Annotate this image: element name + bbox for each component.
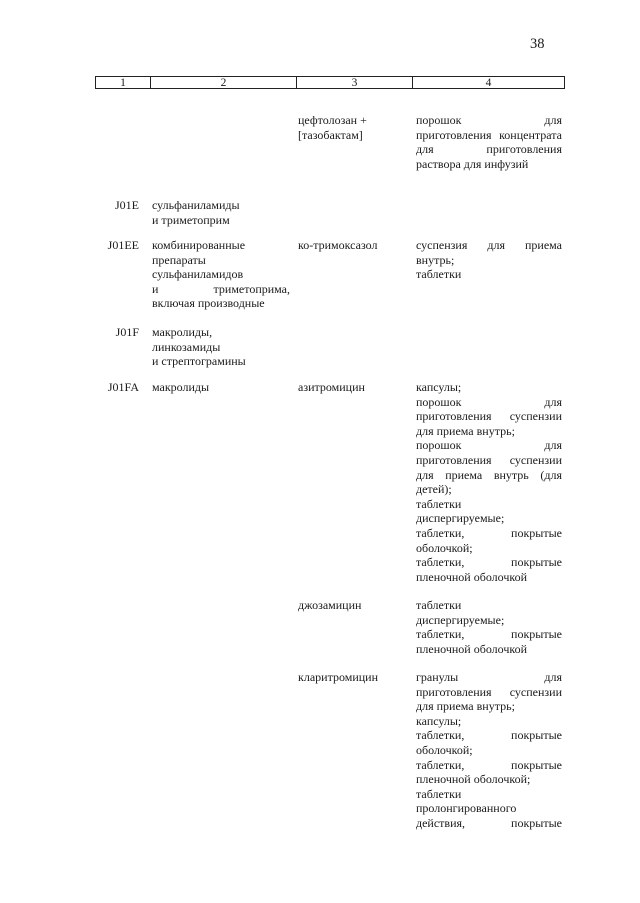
- atc-group-name: [152, 238, 290, 311]
- dosage-form-line: пленочной оболочкой: [416, 569, 528, 584]
- dosage-form-line: таблетки, покрытые: [416, 525, 562, 540]
- atc-code: J01FA: [107, 380, 139, 394]
- dosage-form-line: для приготовления: [416, 142, 562, 157]
- group-line: сульфаниламиды: [152, 198, 240, 212]
- dosage-form-line: суспензия для приема: [416, 238, 562, 252]
- group-line: включая производные: [152, 296, 265, 311]
- dosage-forms: [416, 598, 562, 656]
- dosage-forms: [416, 670, 562, 831]
- atc-group-name: [152, 380, 290, 395]
- dosage-form-line: внутрь;: [416, 252, 455, 267]
- dosage-form-line: для приема внутрь;: [416, 699, 515, 714]
- drug-name: [298, 238, 408, 253]
- dosage-form-line: диспергируемые;: [416, 511, 505, 526]
- group-line: и стрептограмины: [152, 354, 246, 369]
- dosage-form-line: гранулы для: [416, 670, 562, 684]
- atc-group-name: [152, 198, 290, 227]
- drug-name: [298, 598, 408, 613]
- atc-code: J01EE: [107, 238, 139, 252]
- dosage-form-line: таблетки: [416, 267, 462, 282]
- dosage-form-line: пролонгированного: [416, 801, 517, 816]
- drug-line: цефтолозан +: [298, 113, 367, 127]
- dosage-form-line: таблетки: [416, 496, 462, 511]
- header-col-2: 2: [220, 77, 227, 89]
- drug-line: ко-тримоксазол: [298, 238, 378, 252]
- group-line: сульфаниламидов: [152, 267, 244, 282]
- group-line: комбинированные: [152, 238, 246, 252]
- atc-code: J01E: [115, 198, 139, 212]
- atc-code: J01F: [115, 325, 139, 339]
- group-line: препараты: [152, 252, 206, 267]
- dosage-form-line: таблетки, покрытые: [416, 757, 562, 772]
- drug-line: [тазобактам]: [298, 127, 363, 142]
- dosage-form-line: оболочкой;: [416, 540, 473, 555]
- dosage-form-line: для приема внутрь;: [416, 423, 515, 438]
- table-header: [95, 76, 565, 89]
- page-number: 38: [530, 36, 545, 52]
- dosage-form-line: таблетки: [416, 786, 462, 801]
- drug-line: азитромицин: [298, 380, 365, 394]
- dosage-form-line: порошок для: [416, 394, 562, 409]
- dosage-forms: [416, 113, 562, 171]
- header-col-3: 3: [351, 77, 358, 89]
- drug-name: [298, 113, 408, 142]
- dosage-form-line: приготовления суспензии: [416, 452, 562, 467]
- dosage-form-line: капсулы;: [416, 380, 462, 394]
- dosage-forms: [416, 238, 562, 282]
- dosage-form-line: приготовления суспензии: [416, 409, 562, 424]
- group-line: макролиды,: [152, 325, 213, 339]
- drug-line: джозамицин: [298, 598, 362, 612]
- dosage-form-line: раствора для инфузий: [416, 156, 529, 171]
- dosage-form-line: таблетки, покрытые: [416, 627, 562, 642]
- dosage-form-line: детей);: [416, 482, 452, 497]
- dosage-form-line: приготовления суспензии: [416, 684, 562, 699]
- drug-name: [298, 670, 408, 685]
- dosage-form-line: таблетки: [416, 598, 462, 612]
- dosage-form-line: пленочной оболочкой;: [416, 772, 531, 787]
- group-line: макролиды: [152, 380, 210, 394]
- dosage-form-line: оболочкой;: [416, 742, 473, 757]
- dosage-form-line: таблетки, покрытые: [416, 728, 562, 743]
- dosage-form-line: приготовления концентрата: [416, 127, 562, 142]
- dosage-form-line: таблетки, покрытые: [416, 555, 562, 570]
- group-line: линкозамиды: [152, 339, 221, 354]
- atc-group-name: [152, 325, 290, 369]
- dosage-form-line: пленочной оболочкой: [416, 641, 528, 656]
- group-line: и триметоприм: [152, 212, 230, 227]
- header-col-4: 4: [485, 77, 492, 89]
- dosage-forms: [416, 380, 562, 584]
- drug-name: [298, 380, 408, 395]
- dosage-form-line: диспергируемые;: [416, 612, 505, 627]
- group-line: и триметоприма,: [152, 281, 290, 296]
- dosage-form-line: порошок для: [416, 113, 562, 127]
- drug-line: кларитромицин: [298, 670, 379, 684]
- dosage-form-line: действия, покрытые: [416, 815, 562, 830]
- dosage-form-line: капсулы;: [416, 713, 462, 728]
- header-col-1: 1: [120, 77, 126, 89]
- dosage-form-line: для приема внутрь (для: [416, 467, 562, 482]
- dosage-form-line: порошок для: [416, 438, 562, 453]
